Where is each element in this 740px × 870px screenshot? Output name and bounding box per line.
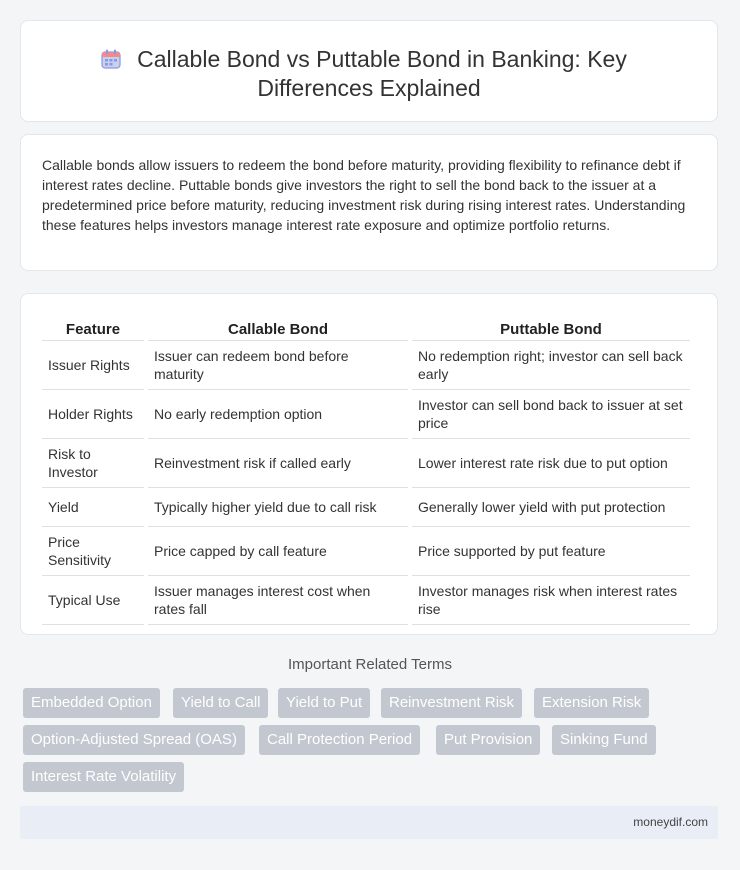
puttable-cell: Price supported by put feature [412,527,690,576]
title-line-1: Callable Bond vs Puttable Bond in Banking: Key [137,46,627,72]
puttable-cell: No redemption right; investor can sell back early [412,341,690,390]
title-line-2: Differences Explained [257,75,481,101]
table-row [42,488,690,527]
callable-cell: Issuer can redeem bond before maturity [148,341,408,390]
feature-cell: Risk to Investor [42,439,144,488]
feature-cell: Holder Rights [42,390,144,439]
puttable-cell: Generally lower yield with put protection [412,488,690,527]
callable-cell: Typically higher yield due to call risk [148,488,408,527]
tag-sinking-fund[interactable]: Sinking Fund [552,725,656,755]
tag-embedded-option[interactable]: Embedded Option [23,688,160,718]
callable-cell: Issuer manages interest cost when rates fall [148,576,408,625]
tag-interest-rate-volatility[interactable]: Interest Rate Volatility [23,762,184,792]
feature-cell: Issuer Rights [42,341,144,390]
table-row [42,390,690,439]
puttable-cell: Investor manages risk when interest rates rise [412,576,690,625]
tag-call-protection-period[interactable]: Call Protection Period [259,725,420,755]
comparison-table [38,315,694,625]
callable-cell: Price capped by call feature [148,527,408,576]
intro-paragraph: Callable bonds allow issuers to redeem the bond before maturity, providing flexibility to refinance debt if interest rates decline. Puttable bonds give investors the right to sell the bond back to the issuer at a predetermined price before maturity, reducing investment risk during rising interest rates. Understanding these features helps investors manage interest rate exposure and optimize portfolio returns. [42,157,686,233]
callable-cell: Reinvestment risk if called early [148,439,408,488]
footer [20,806,718,839]
puttable-cell: Investor can sell bond back to issuer at set price [412,390,690,439]
feature-cell: Typical Use [42,576,144,625]
feature-cell: Yield [42,488,144,527]
intro-card [20,134,718,271]
page-title [21,45,717,103]
puttable-cell: Lower interest rate risk due to put option [412,439,690,488]
tag-oas[interactable]: Option-Adjusted Spread (OAS) [23,725,245,755]
comparison-card [20,293,718,635]
table-row [42,439,690,488]
tag-extension-risk[interactable]: Extension Risk [534,688,649,718]
related-terms-heading: Important Related Terms [288,656,452,673]
header-puttable: Puttable Bond [412,315,690,341]
callable-cell: No early redemption option [148,390,408,439]
footer-site-link[interactable]: moneydif.com [633,815,708,829]
tag-yield-to-put[interactable]: Yield to Put [278,688,370,718]
table-header-row [42,315,690,341]
header-feature: Feature [42,315,144,341]
tag-put-provision[interactable]: Put Provision [436,725,540,755]
table-row [42,341,690,390]
title-card [20,20,718,122]
feature-cell: Price Sensitivity [42,527,144,576]
table-row [42,576,690,625]
header-callable: Callable Bond [148,315,408,341]
tag-yield-to-call[interactable]: Yield to Call [173,688,268,718]
tag-reinvestment-risk[interactable]: Reinvestment Risk [381,688,522,718]
table-row [42,527,690,576]
